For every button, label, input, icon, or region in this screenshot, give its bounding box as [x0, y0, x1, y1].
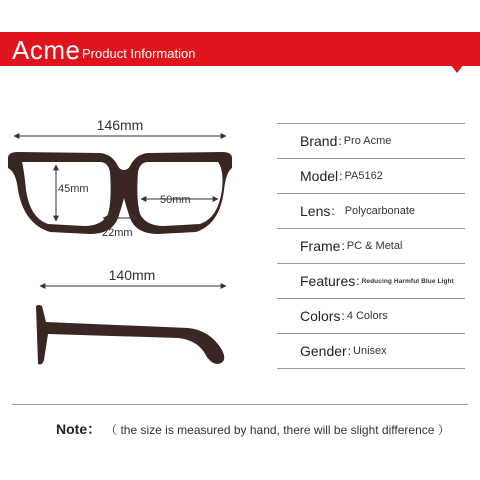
spec-row-colors — [277, 299, 465, 334]
spec-key: Colors — [300, 308, 341, 324]
spec-key: Frame — [300, 238, 341, 254]
spec-value: 4 Colors — [346, 310, 388, 322]
bridge-label: 22mm — [102, 227, 133, 239]
glasses-temple — [36, 305, 224, 365]
spec-row-frame — [277, 229, 465, 264]
glasses-front — [8, 152, 232, 234]
divider-line — [12, 404, 468, 405]
spec-row-lens — [277, 194, 465, 229]
spec-value: Reducing Harmful Blue Light — [361, 277, 454, 285]
spec-value: Polycarbonate — [344, 205, 416, 217]
spec-table — [277, 123, 465, 369]
spec-separator: : — [331, 204, 335, 218]
spec-key: Model — [300, 168, 339, 184]
banner-subtitle: Product Information — [82, 46, 196, 61]
lens-width-label: 50mm — [160, 194, 191, 206]
temple-length-label: 140mm — [108, 267, 156, 283]
spec-key: Lens — [300, 203, 331, 219]
note-label: Note： — [56, 421, 102, 437]
spec-separator: : — [338, 134, 342, 148]
spec-row-features — [277, 264, 465, 299]
spec-separator: : — [341, 309, 345, 323]
spec-row-brand — [277, 124, 465, 159]
spec-row-model — [277, 159, 465, 194]
spec-key: Features — [300, 273, 356, 289]
spec-value: Pro Acme — [343, 135, 392, 147]
note-text: （ the size is measured by hand, there will be slight difference ） — [105, 423, 450, 437]
brand-name: Acme — [12, 35, 81, 65]
spec-value: Unisex — [353, 345, 387, 357]
spec-separator: : — [339, 169, 343, 183]
total-width-label: 146mm — [96, 117, 144, 133]
lens-height-label: 45mm — [58, 183, 89, 195]
spec-key: Brand — [300, 133, 338, 149]
spec-value: PA5162 — [344, 170, 383, 182]
spec-value: PC & Metal — [346, 240, 403, 252]
spec-separator: : — [341, 239, 345, 253]
spec-separator: : — [347, 344, 352, 358]
spec-key: Gender — [300, 343, 347, 359]
measurement-note — [56, 419, 450, 439]
spec-row-gender — [277, 334, 465, 369]
spec-separator: : — [356, 274, 360, 288]
